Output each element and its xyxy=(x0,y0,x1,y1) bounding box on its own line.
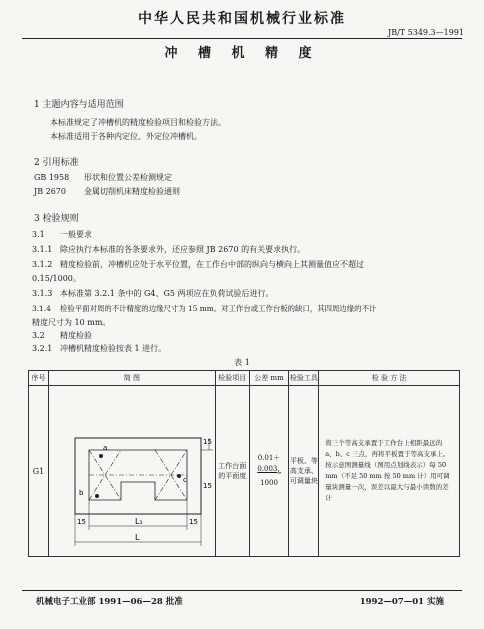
header-rule xyxy=(22,38,462,39)
dim-15-left: 15 xyxy=(76,518,86,526)
clause-3-1-2-cont: 0.15/1000。 xyxy=(32,274,81,283)
implementation-date: 1992—07—01 实施 xyxy=(359,597,444,607)
header-tool: 检验工具 xyxy=(289,371,319,386)
header-tolerance-label: 公差 xyxy=(254,374,269,382)
reference-1-name: 形状和位置公差检测规定 xyxy=(84,173,172,182)
clause-3-1-1 xyxy=(32,244,305,255)
reference-2-code: JB 2670 xyxy=(34,187,66,196)
header-tolerance xyxy=(249,371,289,386)
table-row xyxy=(29,386,460,557)
label-L: L xyxy=(134,533,140,542)
clause-3-1-3-number: 3.1.3 xyxy=(32,289,53,298)
row-tool: 平板、等高支承、可调量块 xyxy=(289,386,319,557)
publisher-title: 中华人民共和国机械行业标准 xyxy=(138,11,346,27)
clause-3-1-2-number: 3.1.2 xyxy=(32,260,53,269)
document-title: 冲 槽 机 精 度 xyxy=(164,46,320,61)
tolerance-line-1: 0.01＋ xyxy=(257,453,281,462)
support-point-b xyxy=(95,494,99,498)
clause-3-2 xyxy=(32,330,92,341)
clause-3-1-4-cont: 精度尺寸为 10 mm。 xyxy=(32,318,111,327)
precision-table xyxy=(28,370,460,557)
reference-1 xyxy=(34,172,172,183)
section-3-heading: 3 检验规则 xyxy=(34,214,79,224)
tolerance-sub: L xyxy=(277,469,281,476)
reference-1-code: GB 1958 xyxy=(34,173,70,182)
clause-3-1-title: 一般要求 xyxy=(60,230,92,239)
row-method: 将三个等高支承置于工作台上相距最远的 a、b、c 三点，再将平板置于等高支承上。按示意图测量线（图用点划线表示）每 50 mm（不足 50 mm 按 50 mm 计）用可调量块测量一次，误差以最大与最小读数的差计 xyxy=(319,386,460,557)
tolerance-line-3: 1000 xyxy=(260,479,278,488)
dim-15-right: 15 xyxy=(188,518,198,526)
dim-15-right2: 15 xyxy=(202,482,212,490)
header-diagram: 简 图 xyxy=(48,371,215,386)
clause-3-2-1-text: 冲槽机精度检验按表 1 进行。 xyxy=(60,344,167,353)
label-b: b xyxy=(78,489,84,497)
header-tolerance-unit: mm xyxy=(270,374,284,382)
header-item: 检验项目 xyxy=(215,371,249,386)
row-seq: G1 xyxy=(29,386,49,557)
table-caption: 表 1 xyxy=(234,358,250,367)
table-header-row xyxy=(29,371,460,386)
footer-rule xyxy=(22,590,462,591)
row-item: 工作台面的平面度 xyxy=(215,386,249,557)
clause-3-1-4-text: 检验平面对周的不计精度的边缘尺寸为 15 mm。对工作台或工作台板的缺口，其四周边缘的不计 xyxy=(60,304,377,313)
clause-3-1-1-number: 3.1.1 xyxy=(32,245,53,254)
clause-3-1-number: 3.1 xyxy=(32,230,45,239)
approval-note: 机械电子工业部 1991—06—28 批准 xyxy=(36,597,183,607)
section-1-para-1: 本标准规定了冲槽机的精度检验项目和检验方法。 xyxy=(50,118,226,127)
label-c: c xyxy=(182,476,187,484)
clause-3-1-3 xyxy=(32,288,274,299)
tolerance-line-2 xyxy=(250,464,289,478)
section-1-para-2: 本标准适用于各种内定位、外定位冲槽机。 xyxy=(50,132,202,141)
header-seq: 序号 xyxy=(29,371,49,386)
clause-3-1-1-text: 除应执行本标准的各条要求外，还应参照 JB 2670 的有关要求执行。 xyxy=(60,245,306,254)
clause-3-1 xyxy=(32,229,92,240)
clause-3-1-3-text: 本标准第 3.2.1 条中的 G4、G5 两项应在负荷试验后进行。 xyxy=(60,289,274,298)
section-1-heading: 1 主题内容与适用范围 xyxy=(34,100,124,110)
support-point-c xyxy=(177,474,181,478)
row-diagram xyxy=(48,386,215,557)
clause-3-2-title: 精度检验 xyxy=(60,331,92,340)
clause-3-1-2-text: 精度检验前，冲槽机应处于水平位置，在工作台中部的纵向与横向上其测量值应不超过 xyxy=(60,260,364,269)
clause-3-1-4-number: 3.1.4 xyxy=(32,304,51,313)
support-point-a xyxy=(99,454,103,458)
clause-3-1-2 xyxy=(32,259,364,270)
clause-3-2-number: 3.2 xyxy=(32,331,45,340)
clause-3-2-1 xyxy=(32,343,166,354)
label-L1: L₁ xyxy=(134,517,143,526)
reference-2-name: 金属切削机床精度检验通则 xyxy=(84,187,180,196)
tolerance-coef: 0.003 xyxy=(257,464,278,473)
header-method: 检 验 方 法 xyxy=(319,371,460,386)
worktable-flatness-diagram xyxy=(49,386,215,556)
clause-3-2-1-number: 3.2.1 xyxy=(32,344,53,353)
clause-3-1-4 xyxy=(32,303,376,314)
section-2-heading: 2 引用标准 xyxy=(34,158,79,168)
row-tolerance xyxy=(249,386,289,557)
dim-15-top: 15 xyxy=(202,438,212,446)
reference-2 xyxy=(34,186,180,197)
standard-number: JB/T 5349.3—1991 xyxy=(387,28,464,37)
label-a: a xyxy=(102,444,108,452)
